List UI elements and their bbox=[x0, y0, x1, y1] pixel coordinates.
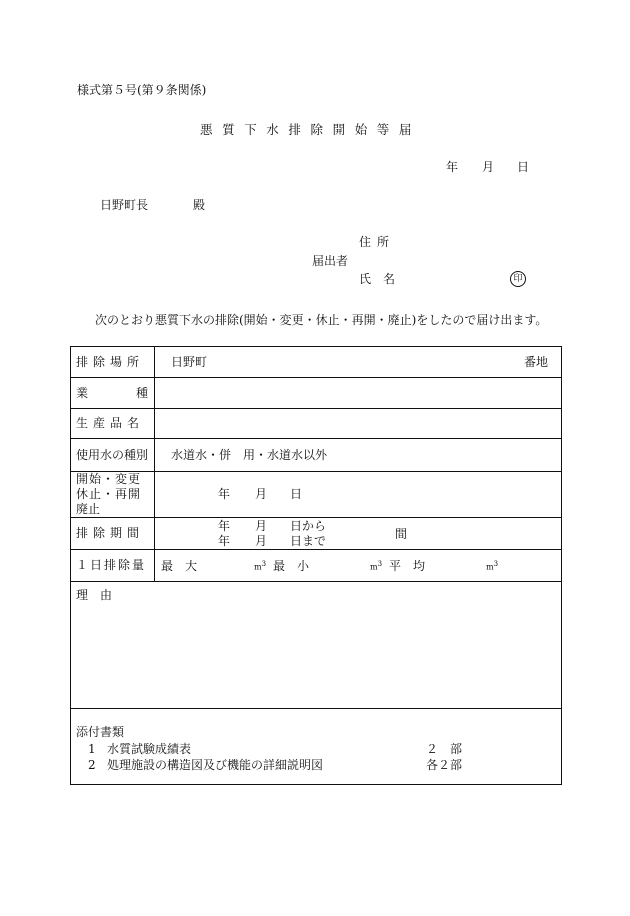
row-daily-volume bbox=[71, 550, 562, 582]
business-label: 業種 bbox=[71, 378, 155, 409]
attachment-2-qty: 各２部 bbox=[426, 758, 463, 772]
honorific: 殿 bbox=[193, 198, 206, 212]
row-period bbox=[71, 518, 562, 550]
location-town: 日野町 bbox=[171, 355, 208, 369]
reason-field[interactable] bbox=[71, 582, 562, 709]
period-to-year: 年 bbox=[218, 534, 231, 548]
start-change-year: 年 bbox=[218, 487, 231, 501]
document-title: 悪質下水排除開始等届 bbox=[200, 122, 422, 137]
water-type-label: 使用水の種別 bbox=[71, 439, 155, 472]
start-change-label bbox=[71, 472, 155, 518]
products-label: 生産品名 bbox=[71, 409, 155, 439]
attachment-1-qty: ２ 部 bbox=[426, 742, 463, 756]
daily-volume-avg-label: 平均 bbox=[389, 559, 438, 573]
date-year-label: 年 bbox=[446, 160, 459, 174]
period-to-day: 日まで bbox=[290, 534, 327, 548]
start-change-day: 日 bbox=[290, 487, 303, 501]
period-from-day: 日から bbox=[290, 519, 327, 533]
location-field[interactable] bbox=[155, 347, 562, 378]
statement: 次のとおり悪質下水の排除(開始・変更・休止・再開・廃止)をしたので届け出ます。 bbox=[95, 313, 548, 327]
daily-volume-avg-unit: $m^3$ bbox=[486, 560, 499, 572]
daily-volume-max-label: 最大 bbox=[161, 559, 210, 573]
daily-volume-min-label: 最小 bbox=[273, 559, 322, 573]
daily-volume-max-unit: $m^3$ bbox=[254, 560, 267, 572]
date-month-label: 月 bbox=[482, 160, 495, 174]
location-lot: 番地 bbox=[524, 355, 549, 369]
row-business bbox=[71, 378, 562, 409]
attachment-2-name: 処理施設の構造図及び機能の詳細説明図 bbox=[107, 758, 324, 772]
reason-label: 理由 bbox=[76, 588, 125, 602]
form-code: 様式第５号(第９条関係) bbox=[77, 83, 207, 97]
row-attachments bbox=[71, 709, 562, 785]
daily-volume-label: １日排除量 bbox=[71, 550, 155, 582]
attachment-1-name: 水質試験成績表 bbox=[107, 742, 192, 756]
start-change-date-field[interactable] bbox=[155, 472, 562, 518]
submitter-label: 届出者 bbox=[312, 254, 349, 268]
start-change-label-line1: 開始・変更 bbox=[76, 472, 142, 486]
period-from-year: 年 bbox=[218, 519, 231, 533]
attachments-field bbox=[71, 709, 562, 785]
start-change-label-line2: 休止・再開 bbox=[76, 487, 142, 501]
location-label: 排除場所 bbox=[71, 347, 155, 378]
attachment-1-num: 1 bbox=[88, 742, 96, 756]
business-field[interactable] bbox=[155, 378, 562, 409]
daily-volume-min-unit: $m^3$ bbox=[370, 560, 383, 572]
period-duration: 間 bbox=[395, 527, 408, 541]
row-water-type bbox=[71, 439, 562, 472]
start-change-label-line3: 廃止 bbox=[76, 502, 101, 516]
period-from-month: 月 bbox=[255, 519, 268, 533]
row-products bbox=[71, 409, 562, 439]
start-change-month: 月 bbox=[255, 487, 268, 501]
date-day-label: 日 bbox=[517, 160, 530, 174]
row-reason bbox=[71, 582, 562, 709]
products-field[interactable] bbox=[155, 409, 562, 439]
row-start-change bbox=[71, 472, 562, 518]
address-label: 住所 bbox=[359, 235, 396, 249]
water-type-options: 水道水・併 用・水道水以外 bbox=[171, 448, 328, 462]
period-field[interactable] bbox=[155, 518, 562, 550]
daily-volume-field[interactable] bbox=[155, 550, 562, 582]
name-label: 氏名 bbox=[359, 272, 408, 286]
addressee: 日野町長 bbox=[100, 198, 149, 212]
attachments-label: 添付書類 bbox=[76, 725, 125, 739]
row-location bbox=[71, 347, 562, 378]
form-table bbox=[70, 346, 562, 785]
period-to-month: 月 bbox=[255, 534, 268, 548]
seal-mark: 印 bbox=[510, 271, 526, 287]
period-label: 排除期間 bbox=[71, 518, 155, 550]
attachment-2-num: 2 bbox=[88, 758, 96, 772]
water-type-field[interactable] bbox=[155, 439, 562, 472]
